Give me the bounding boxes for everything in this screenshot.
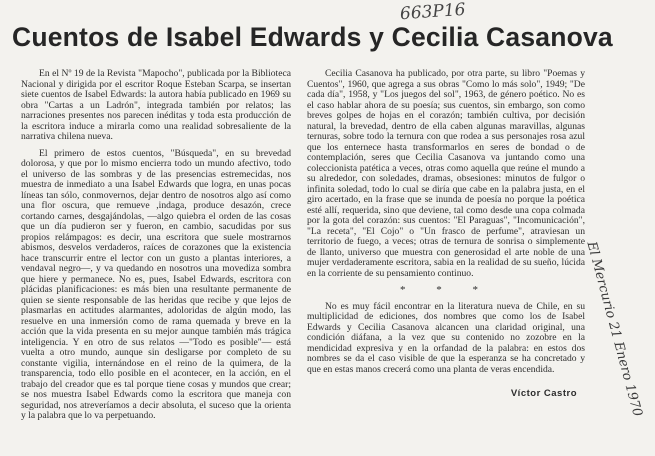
paragraph: Cecilia Casanova ha publicado, por otra parte, su libro "Poemas y Cuentos", 1960, que agrega a sus obras "Como lo más solo", 1949; "De cada día", 1958, y "Los juegos del sol", 1963, de género poético. No es el caso hablar ahora de su poesía; sus cuentos, sin embargo, son como breves golpes de hojas en el corazón; también cultiva, por decisión natural, la brevedad, dentro de ella caben algunas maravillas, algunas ternuras, sobre todo la ternura con que rodea a sus personajes rosa azul que los enternece hasta transformarlos en seres de bondad o de contemplación, seres que Cecilia Casanova va juntando como una coleccionista patética a veces, otras como aquella que reúne el mundo a su alrededor, con soledades, dramas, obsesiones: minutos de fulgor o infinita soledad, todo lo cual se diría que cabe en la palabra justa, en el giro acertado, en la frase que se inunda de poesía no porque la poética esté allí, requerida, sino que deviene, tal como desde una copa colmada por la gota del corazón: sus cuentos: "El Paraguas", "Incomunicación", "La receta", "El Cojo" o "Un frasco de perfume", atraviesan un territorio de fuego, a veces; otras de ternura de sonrisa o simplemente de llanto, universo que muestra con generosidad el arte noble de una mujer verdaderamente escritora, sabia en la realidad de su sueño, lúcida en la corriente de su pensamiento continuo. [307, 68, 585, 279]
paragraph: No es muy fácil encontrar en la literatura nueva de Chile, en su multiplicidad de ediciones, dos nombres que como los de Isabel Edwards y Cecilia Casanova alcancen una claridad original, una condición diáfana, a la vez que su contenido no zozobre en la mendicidad expresiva y en la orfandad de la palabra: en estos dos nombres se da el caso visible de que la esperanza se ha concretado y que en estas manos crecerá como una planta de veras encendida. [307, 300, 585, 375]
section-separator: * * * [400, 284, 492, 296]
paragraph: En el Nº 19 de la Revista "Mapocho", publicada por la Biblioteca Nacional y dirigida por el escritor Roque Esteban Scarpa, se insertan siete cuentos de Isabel Edwards: la autora había publicado en 1969 su obra "Cartas a un Ladrón", integrada también por relatos; las narraciones presentes nos parecen inéditas y toda esta producción de la escritora induce a mirarla como una realidad sobresaliente de la narrativa chilena nueva. [21, 68, 291, 142]
author-signature: Víctor Castro [510, 388, 577, 399]
right-column [307, 69, 585, 400]
handwritten-margin-note: El Mercurio 21 Enero 1970 [583, 240, 645, 419]
paragraph: El primero de estos cuentos, "Búsqueda", en su brevedad dolorosa, y que por lo mismo encierra todo un mundo afectivo, todo el universo de las sombras y de las presencias estremecidas, nos muestra de inmediato a una Isabel Edwards que logra, en unas pocas líneas tan sólo, conmovernos, dejar dentro de nosotros algo así como una flor oscura, que remueve ,indaga, produce desazón, crece cortando carnes, desgajándolas, —algo quiebra el orden de las cosas que un día pudieron ser y fueron, en cambio, sacudidas por sus propios relámpagos: es decir, una escritora que suele mostrarnos abismos, desvelos verdaderos, raíces de corazones que la existencia hace transcurrir entre el lector con un gusto a plantas interiores, a vendaval negro—, y va quedando en nosotros una movediza sombra que hiere y permanece. No es, pues, Isabel Edwards, escritora con plácidas planificaciones: es más bien una resultante permanente de quien se siente responsable de las heridas que recibe y que lejos de plasmarlas en actitudes alarmantes, adoloridas de algún modo, las resuelve en una inmersión como de rama quemada y breve en la acción que la vida presenta en su mejor aunque también más trágica inteligencia. Y en otro de sus relatos —"Todo es posible"— está vuelta a otro mundo, aunque sin desligarse por completo de su constante vigilia, internándose en el reino de la quimera, de la transparencia, todo ello posible en el acontecer, en la acción, en el trabajo del creador que es tal porque tiene cosas y mundos que crear; se nos muestra Isabel Edwards como la escritora que maneja con seguridad, nos atreveríamos a decir absoluta, el suceso que la orienta y la palabra que lo va perpetuando. [21, 147, 291, 421]
article-title: Cuentos de Isabel Edwards y Cecilia Casanova [12, 22, 613, 52]
left-column [21, 69, 291, 428]
archive-reference-handwritten: 663P16 [399, 0, 467, 25]
